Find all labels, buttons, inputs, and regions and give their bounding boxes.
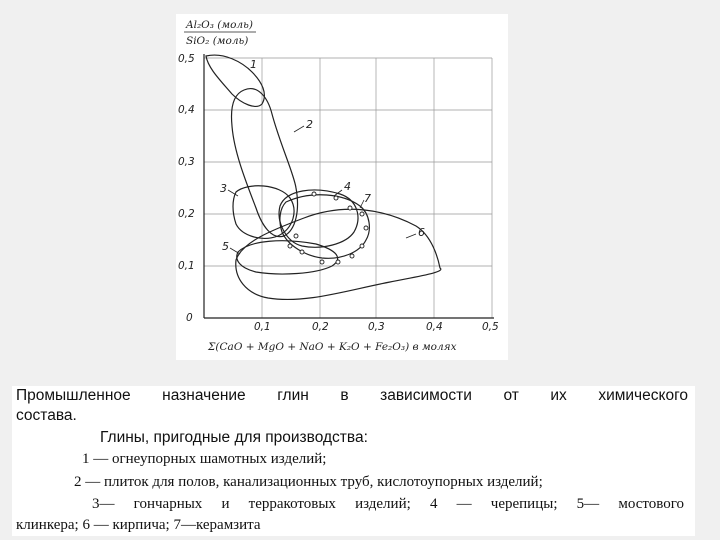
caption-item-4: клинкера; 6 — кирпича; 7—керамзита [16,517,261,533]
caption-item-3: 3— гончарных и терракотовых изделий; 4 — черепицы; 5— мостового [92,496,684,512]
region-5-curve [237,241,338,274]
y-tick-label: 0 [186,312,193,324]
caption-subtitle: Глины, пригодные для производства: [100,429,368,446]
diagram-svg [176,14,508,360]
caption-item-2: 2 — плиток для полов, канализационных труб, кислотоупорных изделий; [74,474,543,490]
x-tick-label: 0,2 [312,321,329,333]
caption-item-1: 1 — огнеупорных шамотных изделий; [82,451,327,467]
x-axis-label: Σ(CaO + MgO + NaO + K₂O + Fe₂O₃) в молях [208,341,457,353]
x-tick-label: 0,5 [482,321,499,333]
curve-label-7: 7 [364,192,371,205]
curve-label-4: 4 [344,180,351,193]
y-tick-label: 0,4 [178,104,195,116]
y-tick-label: 0,5 [178,53,195,65]
caption-title: Промышленное назначение глин в зависимости от их химического [16,387,688,404]
y-tick-label: 0,1 [178,260,195,272]
caption-title-continued: состава. [16,407,77,424]
x-tick-label: 0,3 [368,321,385,333]
curve-label-3: 3 [220,182,227,195]
region-6-curve [236,209,441,299]
y-tick-label: 0,3 [178,156,195,168]
y-axis-denominator: SiO₂ (моль) [186,35,249,47]
x-tick-label: 0,1 [254,321,271,333]
curve-label-6: 6 [418,226,425,239]
x-tick-label: 0,4 [426,321,443,333]
y-tick-label: 0,2 [178,208,195,220]
y-axis-numerator: Al₂O₃ (моль) [186,19,253,31]
curve-label-2: 2 [306,118,313,131]
curve-label-1: 1 [250,58,257,71]
region-2-curve [232,89,298,237]
caption [12,386,695,536]
leader-lines [228,68,416,254]
diagram-figure [176,14,508,360]
curve-label-5: 5 [222,240,229,253]
region-3-curve [233,186,294,239]
